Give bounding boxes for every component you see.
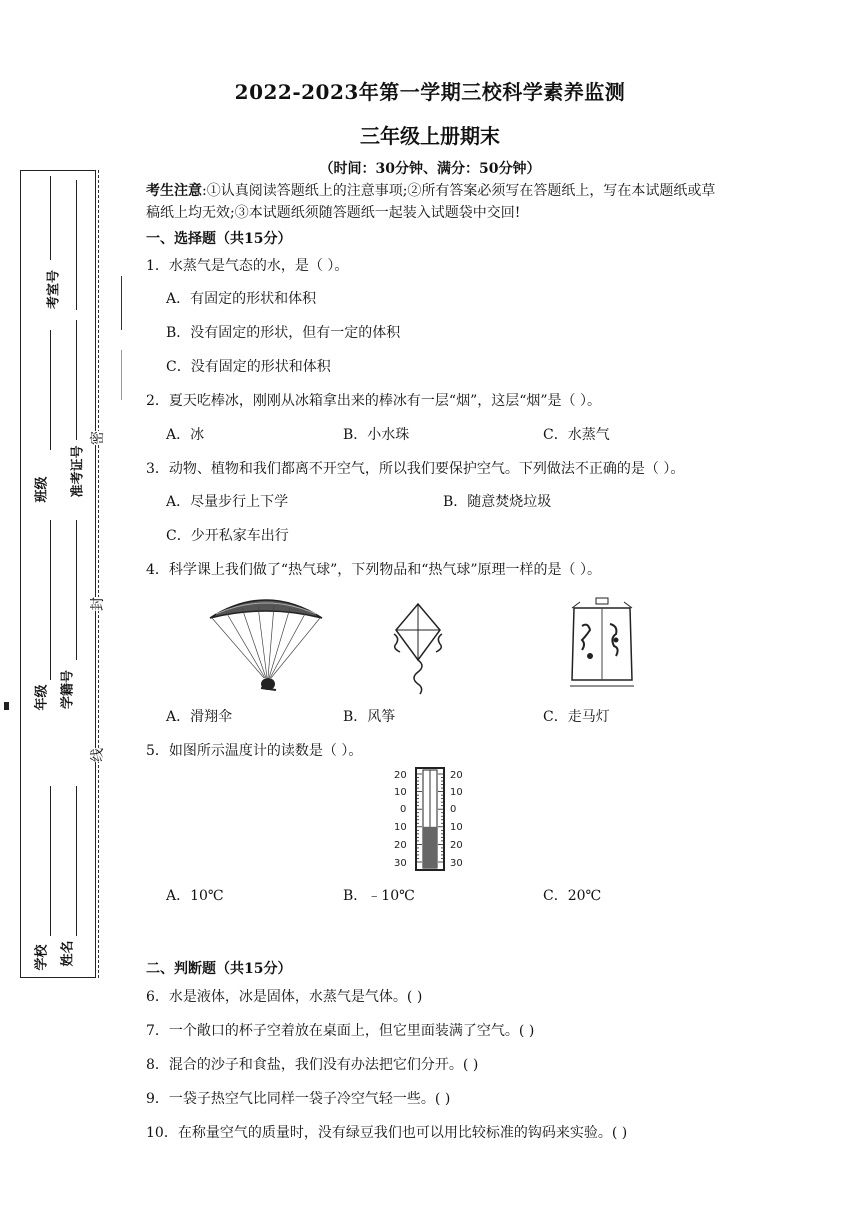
exam-subtitle: 三年级上册期末 [360,124,500,148]
name-line [76,786,77,936]
label-student-no: 学籍号 [60,670,76,710]
right-scale-0: 0 [450,804,457,815]
paraglider-image [206,590,326,694]
left-scale-10: 10 [394,787,407,798]
class-line [50,330,51,450]
margin-bar-top [121,276,122,330]
right-scale-20: 20 [450,770,463,781]
q3-stem: 3．动物、植物和我们都离不开空气，所以我们要保护空气。下列做法不正确的是（ ）。 [146,461,685,477]
left-scale-20: 20 [394,770,407,781]
left-scale-m30: 30 [394,858,407,869]
lantern-image [566,596,638,688]
q8-stem: 8．混合的沙子和食盐，我们没有办法把它们分开。( ) [146,1057,479,1073]
thermometer-image [380,766,480,872]
notice-label: 考生注意 [146,183,202,199]
q5-option-c: C．20℃ [543,888,602,904]
q3-option-a: A．尽量步行上下学 [166,494,289,510]
q1-option-b: B．没有固定的形状，但有一定的体积 [166,325,401,341]
q1-stem: 1．水蒸气是气态的水，是（ ）。 [146,258,349,274]
left-scale-m20: 20 [394,840,407,851]
school-line [50,786,51,936]
section2-title: 二、判断题（共15分） [146,961,292,977]
exam-title: 2022-2023年第一学期三校科学素养监测 [234,80,626,104]
label-school: 学校 [34,944,50,971]
q2-option-b: B．小水珠 [343,427,410,443]
q1-option-a: A．有固定的形状和体积 [166,291,317,307]
notice-text: :①认真阅读答题纸上的注意事项;②所有答案必须写在答题纸上，写在本试题纸或草稿纸上均无效;③本试题纸须随答题纸一起装入试题袋中交回! [146,183,716,221]
right-scale-m30: 30 [450,858,463,869]
q2-option-c: C．水蒸气 [543,427,610,443]
q1-option-c: C．没有固定的形状和体积 [166,359,331,375]
q3-option-c: C．少开私家车出行 [166,528,289,544]
q2-stem: 2．夏天吃棒冰，刚刚从冰箱拿出来的棒冰有一层“烟”，这层“烟”是（ ）。 [146,393,601,409]
binding-dashed-line [98,170,99,978]
q4-stem: 4．科学课上我们做了“热气球”，下列物品和“热气球”原理一样的是（ ）。 [146,562,601,578]
q7-stem: 7．一个敞口的杯子空着放在桌面上，但它里面装满了空气。( ) [146,1023,535,1039]
q9-stem: 9．一袋子热空气比同样一袋子冷空气轻一些。( ) [146,1091,451,1107]
kite-image [388,600,448,696]
seal-mark-feng: 封 [87,597,107,611]
right-scale-m20: 20 [450,840,463,851]
right-scale-m10: 10 [450,822,463,833]
q4-option-a: A．滑翔伞 [166,709,233,725]
q4-option-b: B．风筝 [343,709,396,725]
label-grade: 年级 [34,684,50,711]
label-room-no: 考室号 [46,270,62,310]
grade-line [50,520,51,680]
section1-title: 一、选择题（共15分） [146,231,292,247]
label-exam-no: 准考证号 [70,445,86,498]
student-no-line [76,520,77,660]
label-name: 姓名 [60,940,76,967]
q4-option-c: C．走马灯 [543,709,610,725]
margin-bar-bottom [121,350,122,400]
q5-stem: 5．如图所示温度计的读数是（ ）。 [146,743,363,759]
seal-mark-xian: 线 [87,748,107,762]
q5-option-b: B．﹣10℃ [343,888,415,904]
q5-option-a: A．10℃ [166,888,224,904]
label-class: 班级 [34,476,50,503]
thermometer-liquid [423,827,437,868]
seal-mark-mi: 密 [87,431,107,445]
q10-stem: 10．在称量空气的质量时，没有绿豆我们也可以用比较标准的钩码来实验。( ) [146,1125,628,1141]
q3-option-b: B．随意焚烧垃圾 [443,494,552,510]
exam-no-line [76,320,77,440]
q2-option-a: A．冰 [166,427,205,443]
room-no-line-2 [76,180,77,310]
left-scale-m10: 10 [394,822,407,833]
q6-stem: 6．水是液体，冰是固体，水蒸气是气体。( ) [146,989,423,1005]
time-info: （时间：30分钟、满分：50分钟） [319,161,541,177]
edge-mark [4,702,9,710]
room-no-line [50,176,51,260]
notice [146,180,726,224]
left-scale-0: 0 [400,804,407,815]
right-scale-10: 10 [450,787,463,798]
